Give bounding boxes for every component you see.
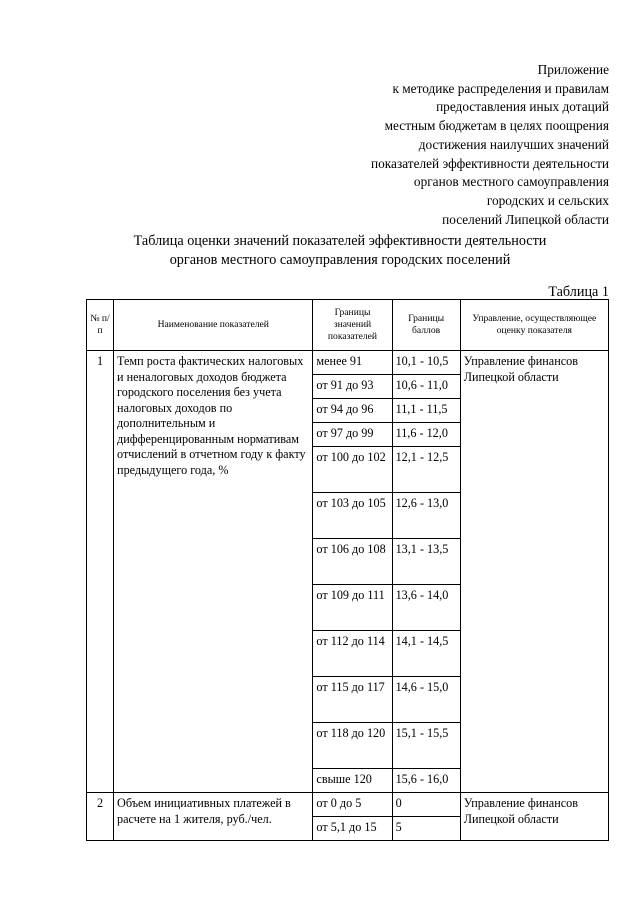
table-row: [87, 793, 609, 817]
bound-cell: от 109 до 111: [313, 585, 392, 631]
row-number: 1: [87, 351, 114, 793]
org-cell: Управление финансов Липецкой области: [460, 351, 608, 793]
appendix-line: показателей эффективности деятельности: [371, 155, 609, 171]
bound-cell: от 112 до 114: [313, 631, 392, 677]
bound-cell: от 103 до 105: [313, 493, 392, 539]
bound-cell: от 118 до 120: [313, 723, 392, 769]
score-cell: 15,1 - 15,5: [392, 723, 460, 769]
score-cell: 13,6 - 14,0: [392, 585, 460, 631]
bound-cell: свыше 120: [313, 769, 392, 793]
indicator-table: [86, 299, 609, 841]
table-label: Таблица 1: [548, 284, 609, 300]
score-cell: 12,1 - 12,5: [392, 447, 460, 493]
score-cell: 14,1 - 14,5: [392, 631, 460, 677]
appendix-header: [249, 61, 609, 229]
score-cell: 12,6 - 13,0: [392, 493, 460, 539]
header-scores: Границы баллов: [392, 300, 460, 351]
score-cell: 11,1 - 11,5: [392, 399, 460, 423]
bound-cell: менее 91: [313, 351, 392, 375]
header-bounds: Границы значений показателей: [313, 300, 392, 351]
score-cell: 0: [392, 793, 460, 817]
org-cell: Управление финансов Липецкой области: [460, 793, 608, 841]
bound-cell: от 0 до 5: [313, 793, 392, 817]
appendix-line: местным бюджетам в целях поощрения: [384, 118, 609, 134]
table-row: [87, 351, 609, 375]
score-cell: 13,1 - 13,5: [392, 539, 460, 585]
header-num: № п/п: [87, 300, 114, 351]
bound-cell: от 94 до 96: [313, 399, 392, 423]
score-cell: 10,1 - 10,5: [392, 351, 460, 375]
bound-cell: от 115 до 117: [313, 677, 392, 723]
bound-cell: от 91 до 93: [313, 375, 392, 399]
document-title: [60, 232, 620, 269]
indicator-name: Объем инициативных платежей в расчете на 1 жителя, руб./чел.: [114, 793, 313, 841]
appendix-line: поселений Липецкой области: [442, 211, 609, 227]
bound-cell: от 5,1 до 15: [313, 817, 392, 841]
bound-cell: от 97 до 99: [313, 423, 392, 447]
bound-cell: от 106 до 108: [313, 539, 392, 585]
appendix-line: Приложение: [537, 62, 609, 77]
title-line-2: органов местного самоуправления городских поселений: [169, 251, 511, 268]
bound-cell: от 100 до 102: [313, 447, 392, 493]
score-cell: 11,6 - 12,0: [392, 423, 460, 447]
score-cell: 14,6 - 15,0: [392, 677, 460, 723]
indicator-name: Темп роста фактических налоговых и неналоговых доходов бюджета городского поселения без учета налоговых доходов по дополнительным и дифференцированным нормативам отчислений в отчетном году к факту предыдущего года, %: [114, 351, 313, 793]
appendix-line: достижения наилучших значений: [418, 136, 609, 152]
header-name: Наименование показателей: [114, 300, 313, 351]
appendix-line: к методике распределения и правилам: [392, 80, 609, 96]
table-header-row: [87, 300, 609, 351]
row-number: 2: [87, 793, 114, 841]
score-cell: 10,6 - 11,0: [392, 375, 460, 399]
score-cell: 15,6 - 16,0: [392, 769, 460, 793]
score-cell: 5: [392, 817, 460, 841]
title-line-1: Таблица оценки значений показателей эффективности деятельности: [133, 233, 547, 249]
appendix-line: органов местного самоуправления: [413, 174, 609, 190]
appendix-line: городских и сельских: [486, 192, 609, 208]
appendix-line: предоставления иных дотаций: [436, 99, 609, 115]
header-org: Управление, осуществляющее оценку показателя: [460, 300, 608, 351]
